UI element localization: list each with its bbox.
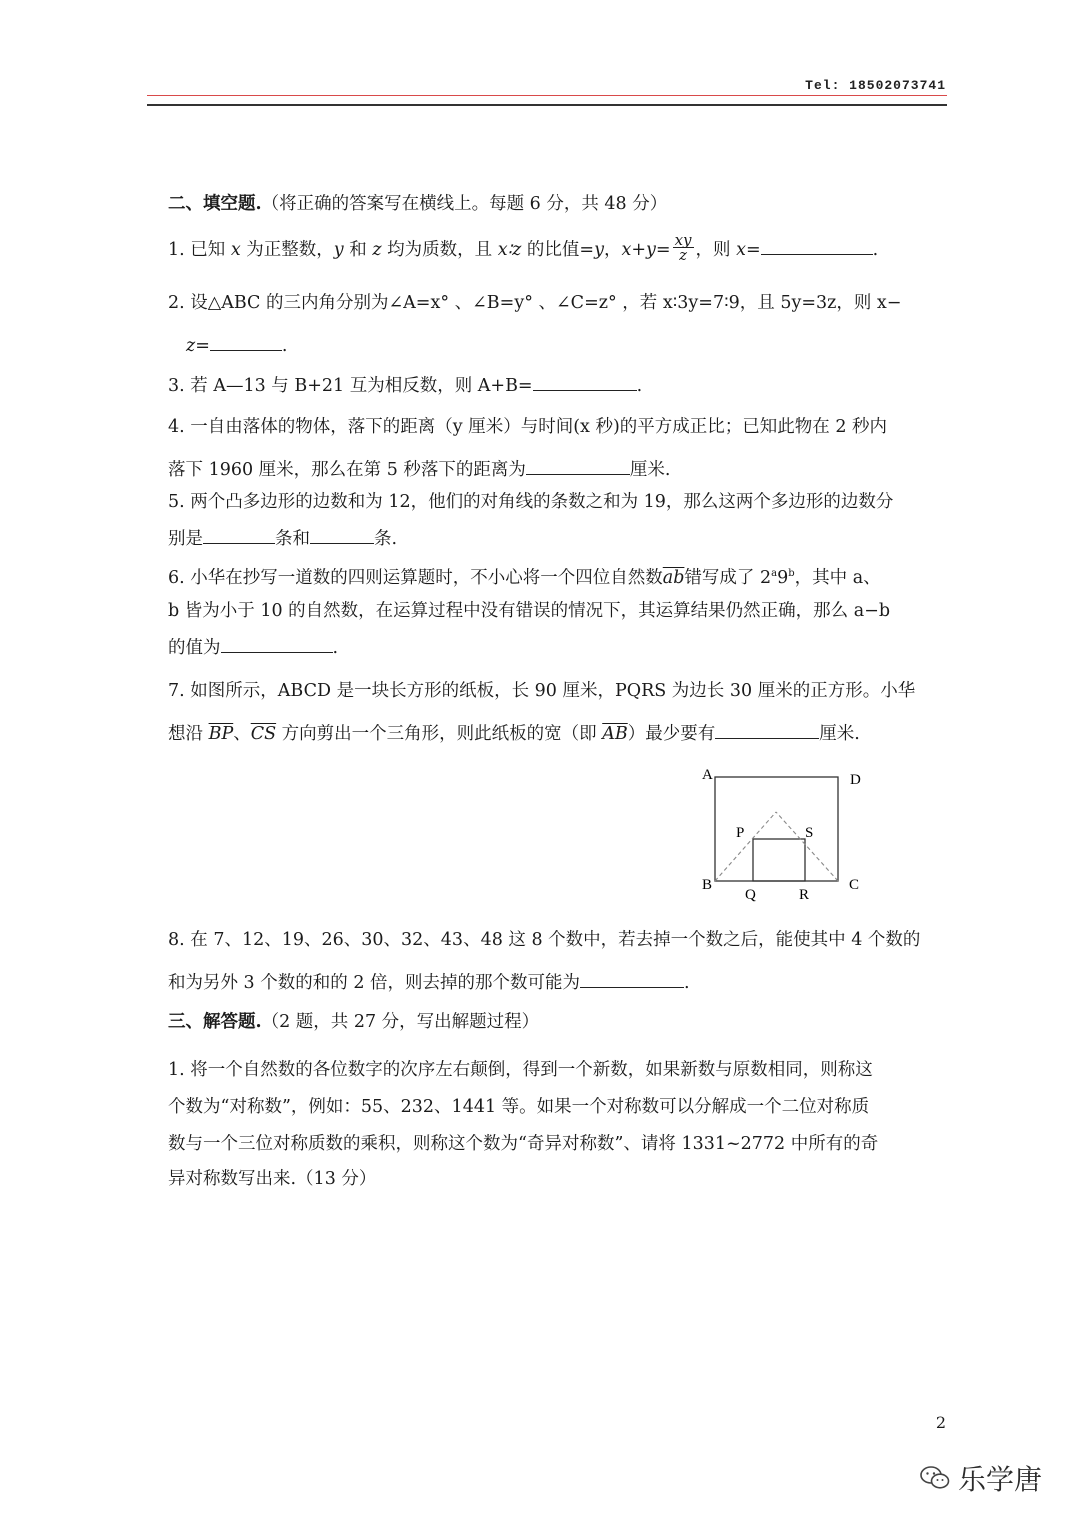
q3-answer-blank[interactable] xyxy=(533,374,637,391)
rect-abcd xyxy=(715,777,838,881)
q1-ratio: x∶z xyxy=(497,240,522,260)
label-p: P xyxy=(736,825,745,841)
question-8-line1: 8. 在 7、12、19、26、30、32、43、48 这 8 个数中，若去掉一个数之后，能使其中 4 个数的 xyxy=(168,930,921,950)
q4-answer-blank[interactable] xyxy=(526,458,630,475)
q1-sum: x+y= xyxy=(621,240,671,260)
square-pqrs xyxy=(753,839,805,881)
q2-text-z: z= xyxy=(186,336,210,356)
q6-end: . xyxy=(332,638,339,658)
q6-text-d: ，其中 a、 xyxy=(794,567,881,588)
q2-end: . xyxy=(281,336,288,356)
q1-var-z: z xyxy=(372,240,382,260)
section3-note: （2 题，共 27 分，写出解题过程） xyxy=(261,1012,540,1032)
q5-answer-blank-1[interactable] xyxy=(203,527,275,544)
page-number: 2 xyxy=(935,1413,946,1432)
q6-text-c: 9 xyxy=(777,567,789,588)
q1-fraction xyxy=(673,233,694,262)
q1-text-c: 和 xyxy=(343,240,373,260)
question-3 xyxy=(168,374,642,397)
question-7-line2 xyxy=(168,722,860,745)
q7-text-c: ）最少要有 xyxy=(627,724,716,744)
q4-text-a: 落下 1960 厘米，那么在第 5 秒落下的距离为 xyxy=(168,460,526,480)
label-a: A xyxy=(702,767,713,783)
q1-fraction-denominator: z xyxy=(679,246,687,264)
question-4-line2 xyxy=(168,458,671,481)
q7-overline-ab: $\overline{AB}$ xyxy=(602,724,628,744)
question-6-line3 xyxy=(168,636,338,659)
question-6-line1 xyxy=(168,563,881,589)
header-rule xyxy=(147,104,947,106)
section3-heading xyxy=(168,1011,539,1033)
q5-text-c: 条. xyxy=(374,529,398,549)
question-2-line1: 2. 设△ABC 的三内角分别为∠A=x° 、∠B=y° 、∠C=z° ，若 x∶3y=7∶9，且 5y=3z，则 x− xyxy=(168,293,902,313)
q3-text: 3. 若 A—13 与 B+21 互为相反数，则 A+B= xyxy=(168,376,533,396)
q1-fraction-numerator: xy xyxy=(674,231,692,249)
q1-comma: ， xyxy=(603,240,622,260)
q1-text-e: 的比值= xyxy=(521,240,595,260)
section2-note: （将正确的答案写在横线上。每题 6 分，共 48 分） xyxy=(261,194,668,214)
section2-heading xyxy=(168,193,667,215)
q4-unit: 厘米. xyxy=(629,460,671,480)
q8-text-a: 和为另外 3 个数的和的 2 倍，则去掉的那个数可能为 xyxy=(168,973,581,993)
section2-title: 二、填空题. xyxy=(168,194,262,214)
q1-end: . xyxy=(872,240,879,260)
label-q: Q xyxy=(745,887,756,903)
q5-answer-blank-2[interactable] xyxy=(310,527,374,544)
question-6-line2: b 皆为小于 10 的自然数，在运算过程中没有错误的情况下，其运算结果仍然正确，那么 a−b xyxy=(168,601,891,621)
label-r: R xyxy=(799,887,810,903)
question-1 xyxy=(168,231,879,264)
q7-sep: 、 xyxy=(233,724,251,744)
question-8-line2 xyxy=(168,971,690,994)
s3-question-1-line2: 个数为“对称数”，例如：55、232、1441 等。如果一个对称数可以分解成一个二位对称质 xyxy=(168,1097,870,1117)
q7-text-b: 方向剪出一个三角形，则此纸板的宽（即 xyxy=(276,724,603,744)
q1-text-a: 1. 已知 xyxy=(168,240,226,260)
q8-answer-blank[interactable] xyxy=(580,971,684,988)
q1-var-y2: y xyxy=(594,240,604,260)
q8-end: . xyxy=(684,973,690,993)
q5-text-a: 别是 xyxy=(168,529,203,549)
q6-text-b: 错写成了 2 xyxy=(684,567,772,588)
q7-text-a: 想沿 xyxy=(168,724,209,744)
q1-answer-blank[interactable] xyxy=(761,238,873,255)
question-2-line2 xyxy=(186,334,287,357)
q1-var-x2: x xyxy=(736,240,746,260)
q1-text-d: 均为质数，且 xyxy=(381,240,498,260)
q7-overline-cs: $\overline{CS}$ xyxy=(250,724,277,744)
q5-text-b: 条和 xyxy=(275,529,310,549)
question-4-line1: 4. 一自由落体的物体，落下的距离（y 厘米）与时间(x 秒)的平方成正比；已知此物在 2 秒内 xyxy=(168,417,888,437)
label-d: D xyxy=(850,772,861,788)
q1-var-x: x xyxy=(230,240,241,260)
q2-answer-blank[interactable] xyxy=(210,334,282,351)
header-rule-red xyxy=(147,95,947,96)
q1-equals: = xyxy=(745,240,761,260)
question-7-line1: 7. 如图所示，ABCD 是一块长方形的纸板，长 90 厘米，PQRS 为边长 30 厘米的正方形。小华 xyxy=(168,681,916,701)
q6-answer-blank[interactable] xyxy=(221,636,333,653)
q1-text-i: ，则 xyxy=(695,240,737,260)
label-s: S xyxy=(805,825,814,841)
watermark xyxy=(920,1458,1042,1498)
section3-title: 三、解答题. xyxy=(168,1012,262,1032)
q7-answer-blank[interactable] xyxy=(715,722,819,739)
q7-unit: 厘米. xyxy=(819,724,860,744)
header-tel: Tel: 18502073741 xyxy=(805,78,946,93)
s3-question-1-line1: 1. 将一个自然数的各位数字的次序左右颠倒，得到一个新数，如果新数与原数相同，则称这 xyxy=(168,1060,873,1080)
q6-text-e: 的值为 xyxy=(168,638,221,658)
cut-line-cs xyxy=(776,812,838,881)
label-c: C xyxy=(849,877,860,893)
q1-var-y: y xyxy=(333,240,344,260)
q6-sup-a: a xyxy=(771,568,778,579)
q6-text-a: 6. 小华在抄写一道数的四则运算题时，不小心将一个四位自然数 xyxy=(168,567,663,588)
q3-end: . xyxy=(636,376,643,396)
cut-line-bp xyxy=(715,812,776,881)
label-b: B xyxy=(702,877,713,893)
s3-question-1-line3: 数与一个三位对称质数的乘积，则称这个数为“奇异对称数”、请将 1331~2772 中所有的奇 xyxy=(168,1134,879,1154)
question-5-line2 xyxy=(168,527,397,550)
question-5-line1: 5. 两个凸多边形的边数和为 12，他们的对角线的条数之和为 19，那么这两个多边形的边数分 xyxy=(168,492,894,512)
s3-question-1-line4: 异对称数写出来.（13 分） xyxy=(168,1169,377,1189)
q6-overline-ab: $\overline{ab}$ xyxy=(662,567,685,588)
q7-overline-bp: $\overline{BP}$ xyxy=(208,724,234,744)
q6-sup-b: b xyxy=(788,568,795,579)
wechat-icon xyxy=(920,1465,950,1491)
q7-figure xyxy=(690,760,870,905)
q1-text-b: 为正整数， xyxy=(240,240,334,260)
watermark-text: 乐学唐 xyxy=(957,1463,1042,1496)
